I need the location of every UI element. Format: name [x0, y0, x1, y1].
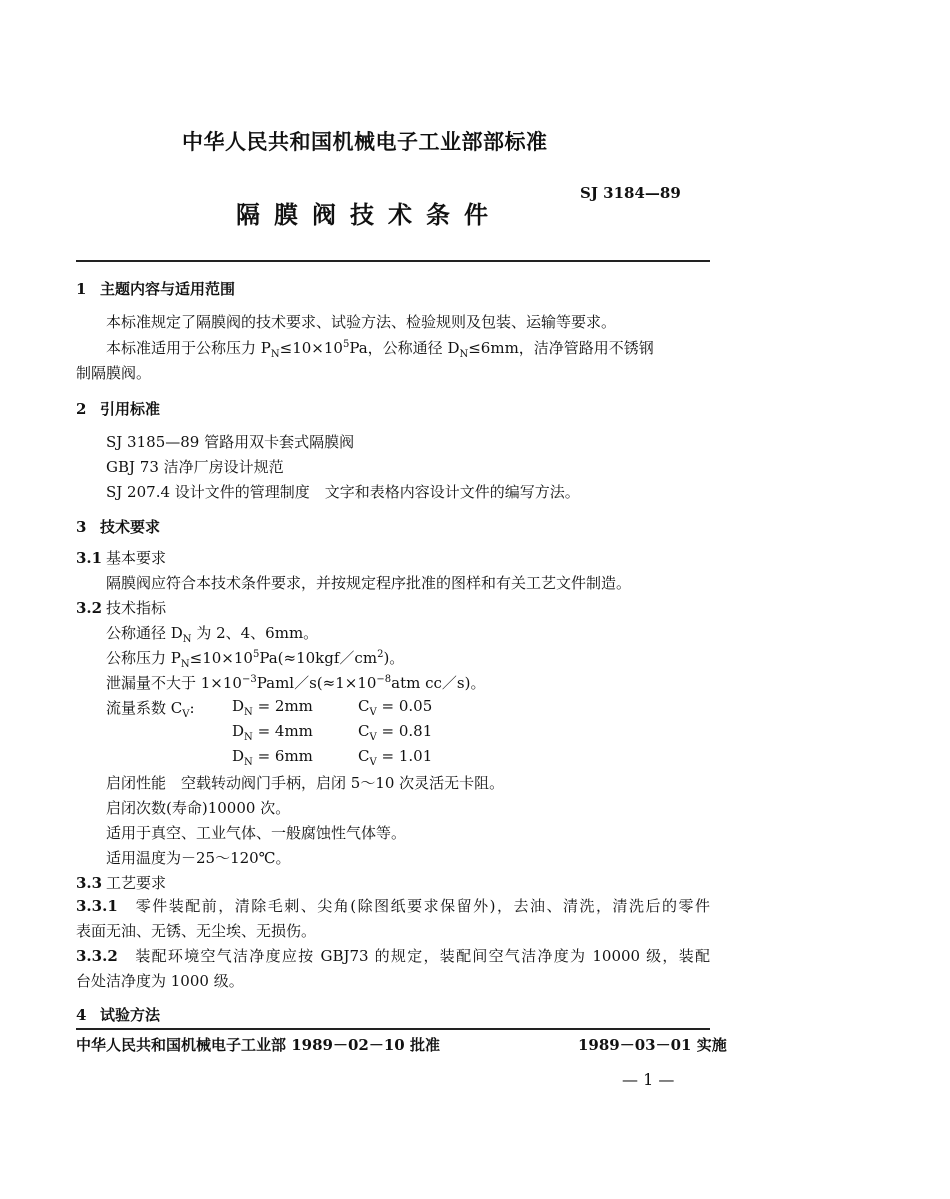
section-4-heading — [76, 1004, 160, 1025]
spec-operation: 启闭性能 空载转动阀门手柄，启闭 5～10 次灵活无卡阻。 — [106, 774, 505, 792]
cv-row-dn — [232, 722, 313, 743]
page-number: — 1 — — [622, 1070, 675, 1089]
text-run: D — [232, 747, 245, 765]
spec-nominal-diameter — [106, 622, 318, 645]
superscript: −8 — [376, 674, 392, 685]
clause-3-3-2-line-1 — [76, 945, 710, 966]
subscript-v: V — [369, 732, 377, 743]
text-run: 公称通径 D — [106, 624, 183, 642]
superscript: 2 — [377, 649, 384, 660]
reference-item: SJ 207.4 设计文件的管理制度 文字和表格内容设计文件的编写方法。 — [106, 483, 580, 501]
text-run: : — [189, 699, 195, 717]
text-run: Paml／s(≈1×10 — [256, 674, 377, 692]
subsection-3-3-heading — [76, 872, 166, 893]
issuing-organization: 中华人民共和国机械电子工业部部标准 — [182, 129, 548, 154]
text-run: 公称压力 P — [106, 649, 181, 667]
approval-line: 中华人民共和国机械电子工业部 1989－02－10 批准 — [76, 1036, 440, 1054]
subsection-number: 3.2 — [76, 599, 103, 617]
cv-dn-value: = 2mm — [257, 697, 313, 715]
text-run: 本标准适用于公称压力 P — [106, 339, 271, 357]
spec-cycles: 启闭次数(寿命)10000 次。 — [106, 799, 291, 817]
cv-row-dn — [232, 747, 313, 768]
text-run: 泄漏量不大于 1×10 — [106, 674, 242, 692]
text-run: C — [358, 722, 370, 740]
subscript-n: N — [244, 732, 253, 743]
clause-3-3-1-line-1 — [76, 895, 710, 916]
section-number: 1 — [76, 280, 87, 298]
subscript-v: V — [369, 757, 377, 768]
subscript-n: N — [459, 349, 469, 360]
section-title: 主题内容与适用范围 — [100, 280, 236, 298]
section-title: 引用标准 — [100, 400, 161, 418]
text-run: ≤6mm，洁净管路用不锈钢 — [468, 339, 654, 357]
superscript: −3 — [241, 674, 257, 685]
text-run: Pa(≈10kgf／cm — [259, 649, 378, 667]
text-run: Pa，公称通径 D — [349, 339, 460, 357]
spec-temperature: 适用温度为－25～120℃。 — [106, 849, 291, 867]
subsection-title: 基本要求 — [106, 549, 167, 567]
section-1-paragraph-2 — [106, 337, 654, 360]
cv-row-cv — [358, 722, 432, 743]
text-run: atm cc／s)。 — [391, 674, 486, 692]
text-run: 为 2、4、6mm。 — [196, 624, 319, 642]
subsection-number: 3.1 — [76, 549, 103, 567]
section-1-paragraph-1: 本标准规定了隔膜阀的技术要求、试验方法、检验规则及包装、运输等要求。 — [106, 313, 617, 331]
implementation-date: 1989－03－01 实施 — [578, 1036, 727, 1054]
standard-code: SJ 3184—89 — [580, 184, 681, 202]
subsection-title: 技术指标 — [106, 599, 167, 617]
clause-number: 3.3.1 — [76, 897, 118, 915]
section-1-paragraph-2-cont: 制隔膜阀。 — [76, 364, 152, 382]
cv-row-dn — [232, 697, 313, 718]
section-title: 试验方法 — [100, 1006, 161, 1024]
text-run: C — [358, 747, 370, 765]
subsection-title: 工艺要求 — [106, 874, 167, 892]
section-3-heading — [76, 516, 160, 537]
subscript-n: N — [182, 634, 192, 645]
text-run: D — [232, 697, 245, 715]
cv-row-cv — [358, 697, 432, 718]
section-title: 技术要求 — [100, 518, 161, 536]
superscript: 5 — [342, 339, 350, 350]
clause-number: 3.3.2 — [76, 947, 118, 965]
subscript-v: V — [182, 709, 190, 720]
text-run: )。 — [383, 649, 405, 667]
header-rule — [76, 260, 710, 262]
subsection-number: 3.3 — [76, 874, 103, 892]
section-2-heading — [76, 398, 160, 419]
spec-leakage — [106, 672, 486, 693]
clause-3-3-1-line-2: 表面无油、无锈、无尘埃、无损伤。 — [76, 922, 317, 940]
text-run: ≤10×10 — [189, 649, 253, 667]
footer-rule — [76, 1028, 710, 1030]
section-number: 3 — [76, 518, 87, 536]
text-run: 零件装配前，清除毛刺、尖角(除图纸要求保留外)，去油、清洗，清洗后的零件 — [135, 897, 710, 915]
reference-item: SJ 3185—89 管路用双卡套式隔膜阀 — [106, 433, 355, 451]
subscript-n: N — [180, 659, 190, 670]
subscript-v: V — [369, 707, 377, 718]
text-run: 装配环境空气洁净度应按 GBJ73 的规定，装配间空气洁净度为 10000 级，装配 — [135, 947, 710, 965]
subsection-3-1-heading — [76, 547, 166, 568]
spec-flow-coefficient-label — [106, 697, 195, 720]
text-run: C — [358, 697, 370, 715]
section-number: 2 — [76, 400, 87, 418]
subscript-n: N — [270, 349, 280, 360]
clause-3-3-2-line-2: 台处洁净度为 1000 级。 — [76, 972, 244, 990]
cv-value: = 0.05 — [381, 697, 433, 715]
cv-value: = 1.01 — [381, 747, 433, 765]
section-1-heading — [76, 278, 235, 299]
subscript-n: N — [244, 707, 253, 718]
subsection-3-1-text: 隔膜阀应符合本技术条件要求，并按规定程序批准的图样和有关工艺文件制造。 — [106, 574, 632, 592]
superscript: 5 — [252, 649, 260, 660]
cv-row-cv — [358, 747, 432, 768]
text-run: D — [232, 722, 245, 740]
subscript-n: N — [244, 757, 253, 768]
cv-dn-value: = 6mm — [257, 747, 313, 765]
subsection-3-2-heading — [76, 597, 166, 618]
reference-item: GBJ 73 洁净厂房设计规范 — [106, 458, 284, 476]
spec-media: 适用于真空、工业气体、一般腐蚀性气体等。 — [106, 824, 407, 842]
cv-dn-value: = 4mm — [257, 722, 313, 740]
section-number: 4 — [76, 1006, 87, 1024]
text-run: ≤10×10 — [279, 339, 343, 357]
spec-nominal-pressure — [106, 647, 404, 670]
document-title: 隔膜阀技术条件 — [236, 200, 502, 229]
cv-value: = 0.81 — [381, 722, 433, 740]
text-run: 流量系数 C — [106, 699, 183, 717]
